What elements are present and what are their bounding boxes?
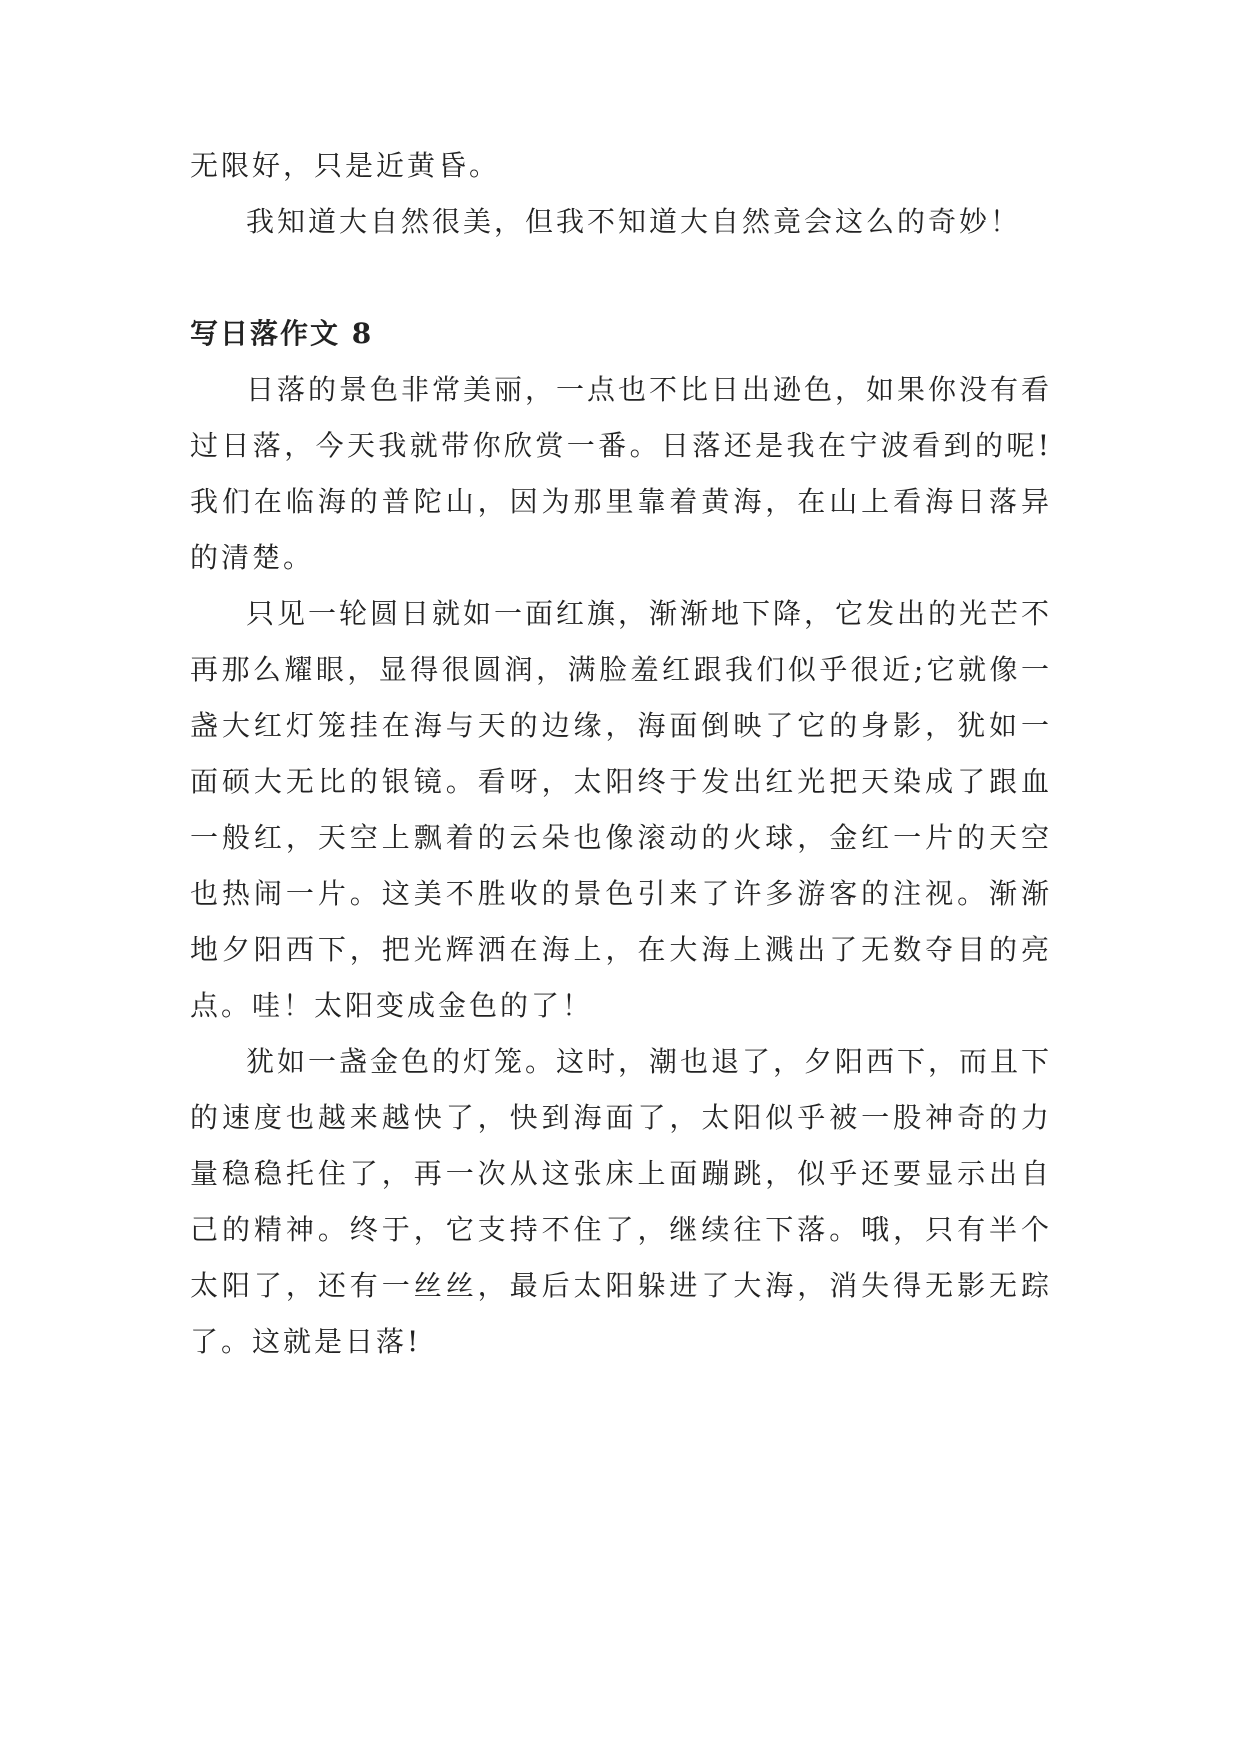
paragraph-2: 只见一轮圆日就如一面红旗，渐渐地下降，它发出的光芒不再那么耀眼，显得很圆润，满脸羞红跟我们似乎很近;它就像一盏大红灯笼挂在海与天的边缘，海面倒映了它的身影，犹如一面硕大无比的银镜。看呀，太阳终于发出红光把天染成了跟血一般红，天空上飘着的云朵也像滚动的火球，金红一片的天空也热闹一片。这美不胜收的景色引来了许多游客的注视。渐渐地夕阳西下，把光辉洒在海上，在大海上溅出了无数夺目的亮点。哇！太阳变成金色的了！ bbox=[190, 597, 1053, 1022]
closing-paragraph: 我知道大自然很美，但我不知道大自然竟会这么的奇妙！ bbox=[246, 205, 1022, 238]
paragraph-1: 日落的景色非常美丽，一点也不比日出逊色，如果你没有看过日落，今天我就带你欣赏一番。日落还是我在宁波看到的呢!我们在临海的普陀山，因为那里靠着黄海，在山上看海日落异的清楚。 bbox=[190, 373, 1053, 574]
section-gap bbox=[190, 250, 1052, 306]
section-title: 写日落作文 8 bbox=[190, 317, 374, 350]
continued-paragraph: 无限好，只是近黄昏。 bbox=[190, 149, 501, 182]
paragraph-3: 犹如一盏金色的灯笼。这时，潮也退了，夕阳西下，而且下的速度也越来越快了，快到海面了，太阳似乎被一股神奇的力量稳稳托住了，再一次从这张床上面蹦跳，似乎还要显示出自己的精神。终于，它支持不住了，继续往下落。哦，只有半个太阳了，还有一丝丝，最后太阳躲进了大海，消失得无影无踪了。这就是日落! bbox=[190, 1045, 1053, 1358]
document-body bbox=[190, 138, 1052, 1370]
